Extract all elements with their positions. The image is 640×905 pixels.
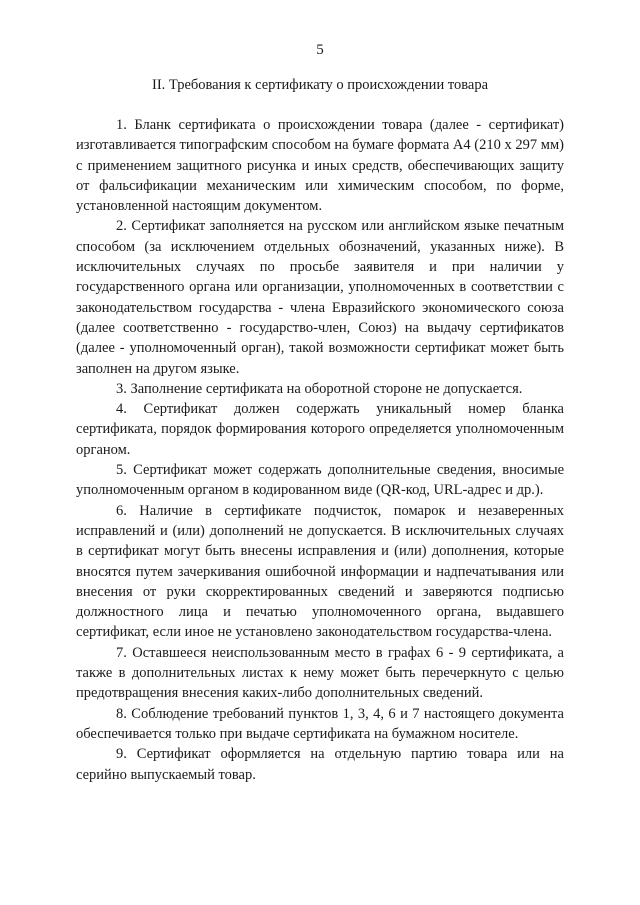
paragraph-3: 3. Заполнение сертификата на оборотной стороне не допускается.	[116, 380, 523, 397]
paragraph-7: 7. Оставшееся неиспользованным место в графах 6 - 9 сертификата, а также в дополнительных листах к нему может быть перечеркнуто с целью предотвращения внесения каких-либо дополнительных сведений.	[76, 644, 564, 702]
paragraph-5: 5. Сертификат может содержать дополнительные сведения, вносимые уполномоченным органом в кодированном виде (QR-код, URL-адрес и др.).	[76, 462, 564, 499]
paragraph-6: 6. Наличие в сертификате подчисток, помарок и незаверенных исправлений и (или) дополнений не допускается. В исключительных случаях в сертификат могут быть внесены исправления и (или) дополнения, которые вносятся путем зачеркивания ошибочной информации и надпечатывания или внесения от руки скорректированных сведений и заверяются подписью должностного лица и печатью уполномоченного органа, выдавшего сертификат, если иное не установлено законодательством государства-члена.	[76, 502, 564, 641]
section-body	[76, 115, 564, 785]
paragraph-4: 4. Сертификат должен содержать уникальный номер бланка сертификата, порядок формирования которого определяется уполномоченным органом.	[76, 401, 564, 458]
paragraph-9: 9. Сертификат оформляется на отдельную партию товара или на серийно выпускаемый товар.	[76, 746, 564, 783]
paragraph-8: 8. Соблюдение требований пунктов 1, 3, 4, 6 и 7 настоящего документа обеспечивается только при выдаче сертификата на бумажном носителе.	[76, 705, 564, 742]
page-number: 5	[316, 42, 324, 58]
paragraph-1: 1. Бланк сертификата о происхождении товара (далее - сертификат) изготавливается типографским способом на бумаге формата А4 (210 х 297 мм) с применением защитного рисунка и иных средств, обеспечивающих защиту от фальсификации механическим или химическим способом, по форме, установленной настоящим документом.	[76, 117, 564, 215]
section-heading: II. Требования к сертификату о происхождении товара	[152, 77, 488, 93]
paragraph-2: 2. Сертификат заполняется на русском или английском языке печатным способом (за исключением отдельных обозначений, указанных ниже). В исключительных случаях по просьбе заявителя и при наличии у государственного органа или организации, уполномоченных в соответствии с законодательством государства - члена Евразийского экономического союза (далее соответственно - государство-член, Союз) на выдачу сертификатов (далее - уполномоченный орган), такой возможности сертификат может быть заполнен на другом языке.	[76, 218, 564, 377]
